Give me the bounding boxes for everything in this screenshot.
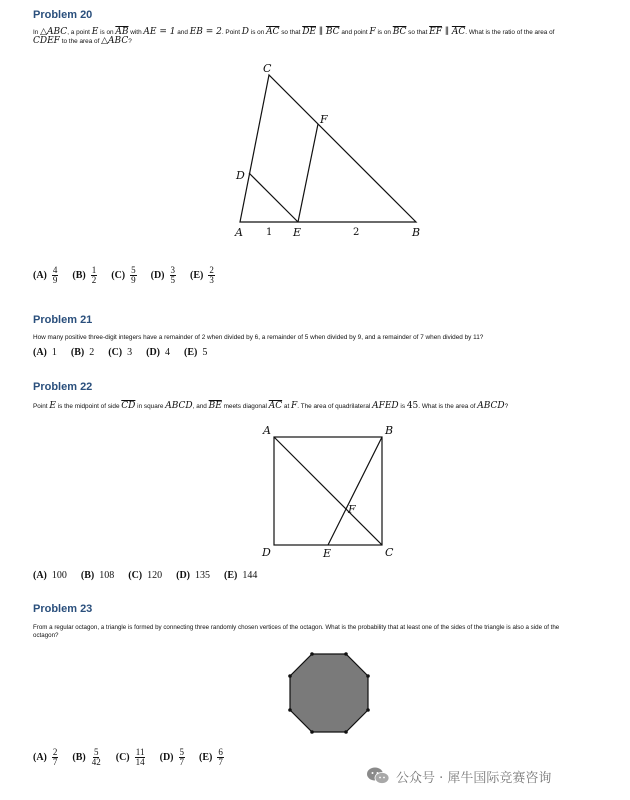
- label-d: D: [236, 169, 245, 182]
- choice-b[interactable]: (B) $\frac{1}{2}$: [72, 265, 97, 285]
- label-b: B: [412, 226, 421, 239]
- problem-20-choices: [33, 266, 229, 285]
- label-c: C: [385, 546, 394, 559]
- label-a: A: [235, 226, 243, 239]
- label-ae-length: 1: [266, 227, 273, 238]
- problem-22-title: Problem 22: [33, 381, 93, 393]
- problem-22-choices: [33, 570, 271, 581]
- vertex-dot: [344, 652, 348, 656]
- choice-c[interactable]: (C) $\frac{5}{9}$: [111, 265, 136, 285]
- vertex-dot: [310, 730, 314, 734]
- segment-be: [328, 437, 382, 545]
- choice-b[interactable]: (B) 108: [80, 570, 115, 581]
- choice-a[interactable]: (A) $\frac{2}{7}$: [33, 747, 58, 767]
- problem-21-statement: How many positive three-digit integers have a remainder of 2 when divided by 6, a remainder of 5 when divided by 9, and a remainder of 7 when divided by 11?: [33, 334, 484, 341]
- choice-e[interactable]: (E) $\frac{2}{3}$: [190, 265, 214, 285]
- problem-21-choices: [33, 347, 221, 358]
- vertex-dot: [366, 674, 370, 678]
- choice-c[interactable]: (C) 120: [128, 570, 163, 581]
- vertex-dot: [366, 708, 370, 712]
- segment-ef: [298, 124, 318, 222]
- choice-e[interactable]: (E) 5: [184, 347, 208, 358]
- problem-23-title: Problem 23: [33, 603, 93, 615]
- diagonal-ac: [274, 437, 382, 545]
- problem-21-title: Problem 21: [33, 314, 93, 326]
- label-e: E: [293, 226, 302, 239]
- triangle-abc: [240, 75, 416, 222]
- label-f: F: [348, 503, 356, 516]
- watermark-text: 公众号 · 犀牛国际竞赛咨询: [396, 770, 552, 786]
- regular-octagon: [290, 654, 368, 732]
- choice-e[interactable]: (E) $\frac{6}{7}$: [199, 747, 223, 767]
- choice-e[interactable]: (E) 144: [224, 570, 258, 581]
- vertex-dot: [288, 674, 292, 678]
- problem-20-statement: In △ABC, a point E is on $\overline{AB}$ with AE = 1 and EB = 2. Point D is on $\overline{AC}$ so that $\overline{DE}$ ∥ $\overline{BC}$ and point F is on $\overline{BC}$ so that $\overline{EF}$ ∥ $\overline{AC}$. What is the ratio of the area of CDEF to the area of △ABC?: [33, 27, 555, 46]
- problem-23-statement: From a regular octagon, a triangle is formed by connecting three randomly chosen vertices of the octagon. What is the probability that at least one of the sides of the triangle is also a side of the octagon?: [33, 624, 560, 639]
- choice-c[interactable]: (C) $\frac{11}{14}$: [115, 747, 145, 767]
- label-eb-length: 2: [353, 227, 360, 238]
- label-d: D: [262, 546, 271, 559]
- choice-d[interactable]: (D) $\frac{5}{7}$: [159, 747, 185, 767]
- choice-a[interactable]: (A) $\frac{4}{9}$: [33, 265, 58, 285]
- choice-d[interactable]: (D) 4: [146, 347, 171, 358]
- label-f: F: [320, 113, 328, 126]
- segment-de: [249, 173, 298, 222]
- choice-c[interactable]: (C) 3: [108, 347, 133, 358]
- label-c: C: [263, 62, 272, 75]
- label-e: E: [323, 547, 332, 560]
- problem-23-choices: [33, 748, 238, 767]
- choice-a[interactable]: (A) 1: [33, 347, 57, 358]
- label-a: A: [263, 424, 271, 437]
- vertex-dot: [344, 730, 348, 734]
- choice-d[interactable]: (D) 135: [176, 570, 211, 581]
- choice-a[interactable]: (A) 100: [33, 570, 67, 581]
- vertex-dot: [288, 708, 292, 712]
- vertex-dot: [310, 652, 314, 656]
- choice-d[interactable]: (D) $\frac{3}{5}$: [150, 265, 176, 285]
- problem-20-title: Problem 20: [33, 9, 93, 21]
- wechat-icon: [366, 766, 390, 786]
- label-b: B: [385, 424, 394, 437]
- choice-b[interactable]: (B) 2: [70, 347, 95, 358]
- watermark: [366, 766, 551, 786]
- choice-b[interactable]: (B) $\frac{5}{42}$: [72, 747, 101, 767]
- problem-22-statement: Point E is the midpoint of side $\overline{CD}$ in square ABCD, and $\overline{BE}$ meets diagonal $\overline{AC}$ at F. The area of quadrilateral AFED is 45. What is the area of ABCD?: [33, 401, 509, 411]
